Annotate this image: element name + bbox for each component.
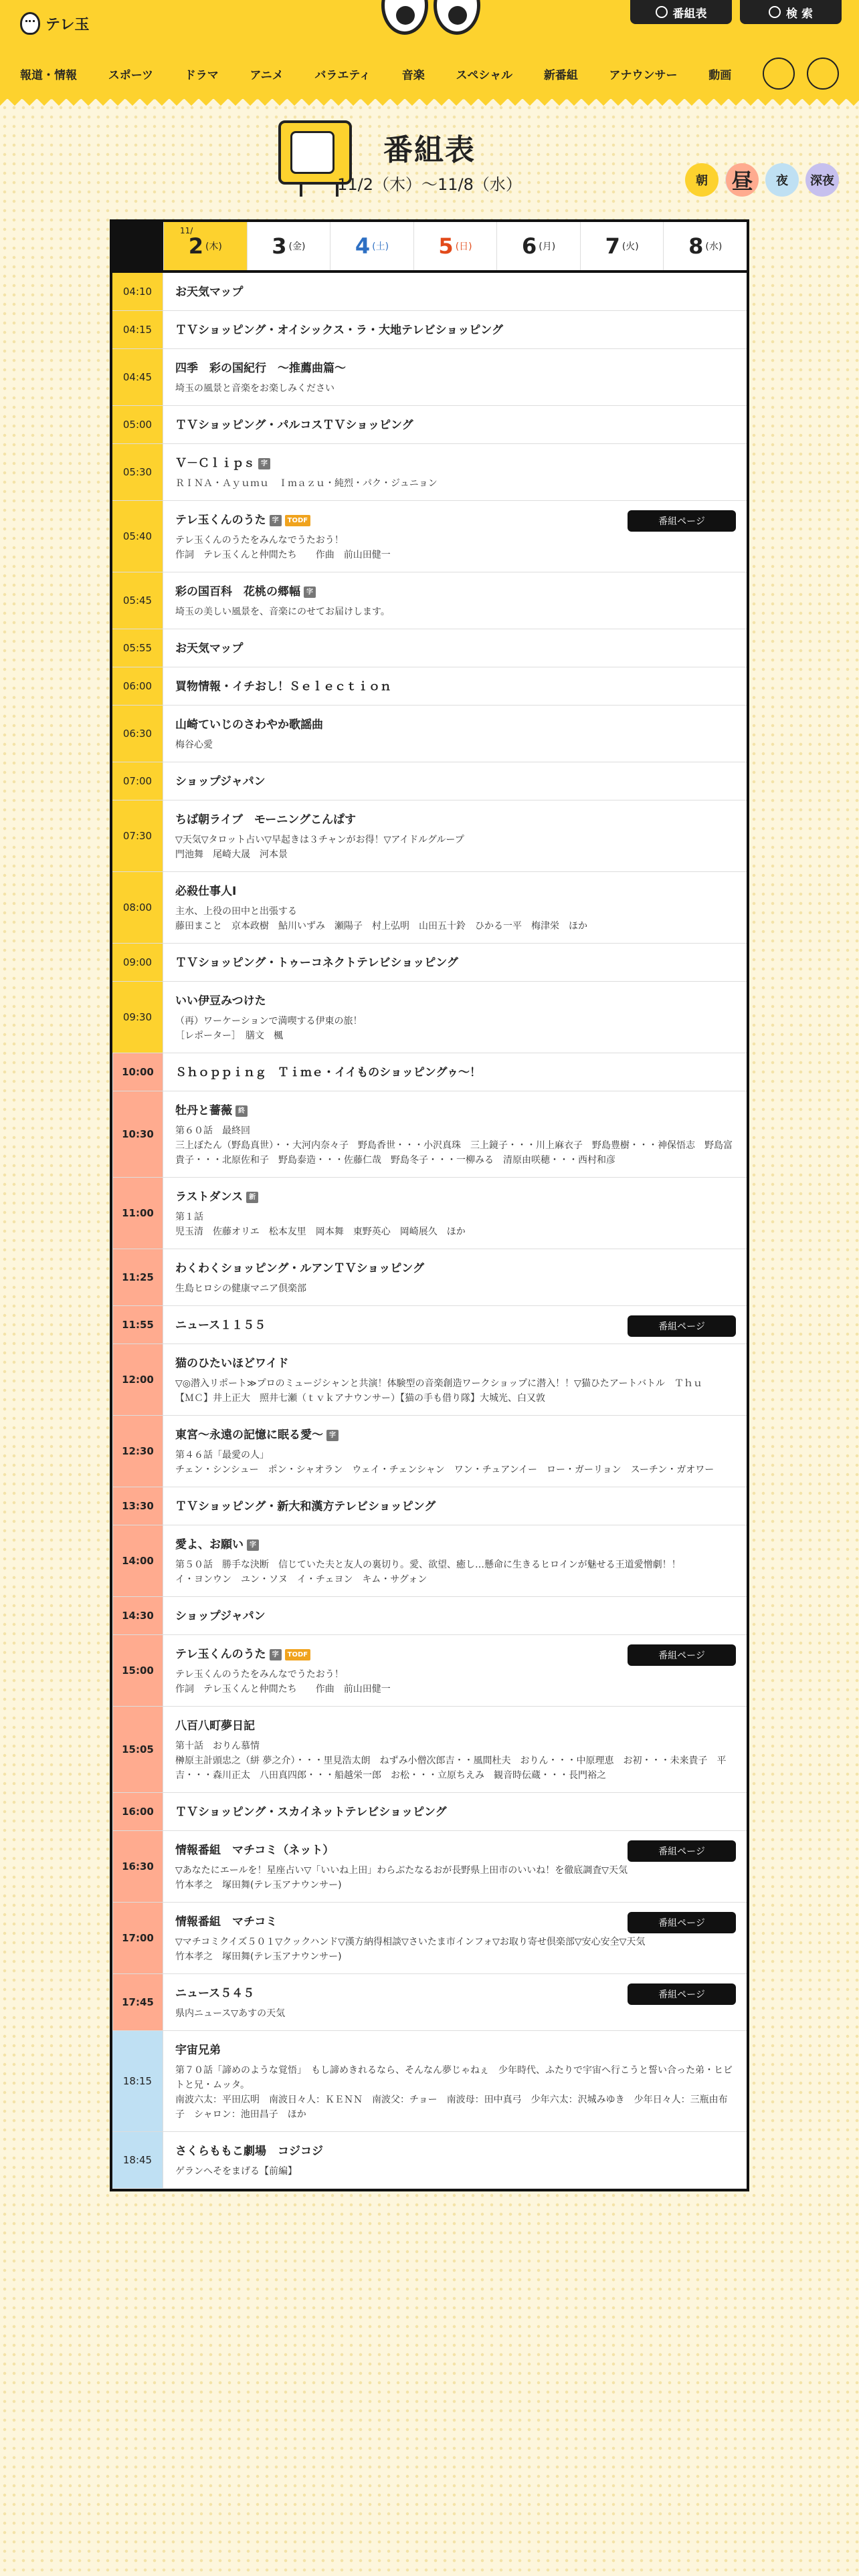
- program-description: 第５０話 勝手な決断 信じていた夫と友人の裏切り。愛、欲望、癒し…懸命に生きるヒロインが魅せる王道愛憎劇！！ イ・ヨンウン ユン・ソヌ イ・チェヨン キム・サグォン: [175, 1560, 681, 1585]
- program-description: ＲＩＮＡ・Ａｙｕｍｕ Ｉｍａｚｕ・純烈・パク・ジュニョン: [175, 478, 438, 489]
- day-number: 2: [188, 233, 203, 259]
- program-cell[interactable]: [163, 1597, 747, 1634]
- program-title[interactable]: 彩の国百科 花桃の郷幅 字: [175, 583, 735, 601]
- program-time: 16:00: [112, 1793, 163, 1830]
- program-row: [112, 1053, 747, 1091]
- program-title[interactable]: テレ玉くんのうた 字 TODF: [175, 1646, 735, 1663]
- day-weekday: (木): [205, 241, 222, 252]
- program-guide-button[interactable]: 番組表: [630, 0, 732, 24]
- program-row: [112, 706, 747, 762]
- program-description: 第１話 児玉清 佐藤オリエ 松本友里 岡本舞 東野英心 岡崎展久 ほか: [175, 1212, 466, 1237]
- program-time: 04:10: [112, 273, 163, 310]
- program-tag-badge: 字: [247, 1539, 259, 1551]
- program-time: 11:25: [112, 1249, 163, 1305]
- program-time: 11:00: [112, 1178, 163, 1249]
- program-time: 12:30: [112, 1416, 163, 1487]
- program-row: [112, 2132, 747, 2189]
- program-time: 05:45: [112, 572, 163, 629]
- program-row: [112, 572, 747, 629]
- program-row: [112, 311, 747, 349]
- program-title[interactable]: ＴＶショッピング・トゥーコネクトテレビショッピング: [175, 956, 458, 970]
- day-weekday: (金): [288, 241, 306, 252]
- program-row: [112, 2031, 747, 2132]
- day-weekday: (土): [372, 241, 389, 252]
- program-cell[interactable]: [163, 1974, 747, 2030]
- program-title[interactable]: 東宮～永遠の記憶に眠る愛～ 字: [175, 1426, 735, 1444]
- program-cell[interactable]: [163, 982, 747, 1053]
- title-area: [0, 99, 859, 219]
- program-description: テレ玉くんのうたをみんなでうたおう！ 作詞 テレ玉くんと仲間たち 作曲 前山田健一: [175, 535, 391, 560]
- program-row: [112, 1903, 747, 1974]
- program-time: 17:00: [112, 1903, 163, 1973]
- program-list: [112, 273, 747, 2189]
- program-row: [112, 872, 747, 944]
- nav-music[interactable]: 音楽: [401, 68, 425, 82]
- program-cell[interactable]: [163, 1344, 747, 1415]
- program-time: 07:30: [112, 800, 163, 871]
- program-cell[interactable]: [163, 1831, 747, 1902]
- program-title[interactable]: 必殺仕事人Ⅰ: [175, 885, 237, 898]
- program-row: [112, 1249, 747, 1306]
- nav-new-programs[interactable]: 新番組: [543, 68, 578, 82]
- program-row: [112, 982, 747, 1053]
- teletama-kun-icon[interactable]: [763, 58, 795, 90]
- mascot-eyes-icon: [381, 0, 480, 35]
- program-title[interactable]: 八百八町夢日記: [175, 1719, 255, 1733]
- nav-videos[interactable]: 動画: [708, 68, 732, 82]
- program-title[interactable]: Ｖ－Ｃｌｉｐｓ 字: [175, 455, 735, 472]
- program-title[interactable]: 宇宙兄弟: [175, 2044, 221, 2057]
- program-time: 12:00: [112, 1344, 163, 1415]
- program-title[interactable]: ちば朝ライブ モーニングこんぱす: [175, 813, 356, 827]
- program-title[interactable]: テレ玉くんのうた 字 TODF: [175, 512, 735, 529]
- program-cell[interactable]: [163, 501, 747, 572]
- program-cell[interactable]: [163, 1903, 747, 1973]
- program-cell[interactable]: [163, 1091, 747, 1177]
- program-tag-badge: TODF: [285, 1649, 310, 1660]
- program-cell[interactable]: [163, 2132, 747, 2188]
- program-description: 埼玉の美しい風景を、音楽にのせてお届けします。: [175, 607, 390, 617]
- program-cell[interactable]: [163, 273, 747, 310]
- nav-sports[interactable]: スポーツ: [108, 68, 154, 82]
- site-header: [0, 0, 859, 99]
- day-tab[interactable]: [580, 222, 664, 270]
- program-tag-badge: 字: [270, 1649, 282, 1660]
- program-cell[interactable]: [163, 1178, 747, 1249]
- jump-daytime-button[interactable]: 昼: [725, 163, 759, 197]
- program-time: 14:00: [112, 1525, 163, 1596]
- program-row: [112, 1597, 747, 1635]
- program-row: [112, 1306, 747, 1344]
- program-time: 16:30: [112, 1831, 163, 1902]
- program-row: [112, 944, 747, 982]
- program-title[interactable]: ＴＶショッピング・新大和漢方テレビショッピング: [175, 1500, 436, 1513]
- program-cell[interactable]: [163, 629, 747, 667]
- program-time: 05:55: [112, 629, 163, 667]
- program-tag-badge: 新: [246, 1192, 258, 1203]
- program-description: ▽◎潜入リポート≫プロのミュージシャンと共演！体験型の音楽創造ワークショップに潜入！！▽猫ひたアートバトル Ｔｈｕ 【ＭＣ】井上正大 照井七瀬（ｔｖｋアナウンサー）【猫の手も借り隊】大城光、白又敦: [175, 1378, 702, 1404]
- program-tag-badge: TODF: [285, 515, 310, 526]
- program-time: 07:00: [112, 762, 163, 800]
- clock-icon: [656, 6, 668, 18]
- program-time: 05:40: [112, 501, 163, 572]
- program-title[interactable]: 山崎ていじのさわやか歌謡曲: [175, 718, 323, 732]
- program-title[interactable]: Ｓｈｏｐｐｉｎｇ Ｔｉｍｅ・イイものショッピングゥ～！: [175, 1066, 481, 1079]
- program-cell[interactable]: [163, 444, 747, 500]
- day-weekday: (水): [705, 241, 723, 252]
- program-cell[interactable]: [163, 706, 747, 762]
- day-tab[interactable]: [663, 222, 747, 270]
- program-time: 06:00: [112, 667, 163, 705]
- program-row: [112, 1635, 747, 1707]
- program-time: 09:30: [112, 982, 163, 1053]
- program-time: 18:15: [112, 2031, 163, 2131]
- program-row: [112, 800, 747, 872]
- program-cell[interactable]: [163, 2031, 747, 2131]
- program-title[interactable]: さくらももこ劇場 コジコジ: [175, 2145, 323, 2158]
- day-number: 4: [355, 233, 371, 259]
- program-row: [112, 273, 747, 311]
- nav-special[interactable]: スペシャル: [456, 68, 513, 82]
- program-description: 県内ニュース▽あすの天気: [175, 2008, 286, 2019]
- jump-evening-button[interactable]: 夜: [765, 163, 799, 197]
- program-title[interactable]: お天気マップ: [175, 286, 244, 299]
- program-description: 第十話 おりん慕情 榊原主計頭忠之（絣 夢之介）・・・里見浩太朗 ねずみ小僧次郎吉・・風間杜夫 おりん・・・中原理恵 お初・・・未来貴子 平吉・・・森川正太 八田真四郎・・・船越栄一郎 お松・・・立原ちえみ 観音時伝蔵・・・長門裕之: [175, 1741, 727, 1781]
- day-tab[interactable]: [163, 222, 247, 270]
- program-time: 10:30: [112, 1091, 163, 1177]
- program-row: [112, 1487, 747, 1525]
- program-row: [112, 629, 747, 667]
- program-cell[interactable]: [163, 1306, 747, 1344]
- page-title: 番組表: [383, 133, 476, 167]
- program-row: [112, 406, 747, 444]
- program-title[interactable]: ショップジャパン: [175, 775, 266, 788]
- program-title[interactable]: 情報番組 マチコミ（ネット）: [175, 1844, 335, 1857]
- site-logo[interactable]: [20, 12, 90, 35]
- program-description: 梅谷心愛: [175, 740, 213, 750]
- program-title[interactable]: ＴＶショッピング・パルコスＴＶショッピング: [175, 419, 413, 432]
- program-cell[interactable]: [163, 349, 747, 405]
- program-tag-badge: 字: [326, 1430, 339, 1441]
- nav-variety[interactable]: バラエティ: [314, 68, 371, 82]
- program-row: [112, 1525, 747, 1597]
- program-row: [112, 1344, 747, 1416]
- corner-cell: [112, 222, 163, 270]
- nav-anime[interactable]: アニメ: [250, 68, 284, 82]
- program-time: 18:45: [112, 2132, 163, 2188]
- program-row: [112, 501, 747, 572]
- day-number: 6: [522, 233, 537, 259]
- day-tab[interactable]: [496, 222, 580, 270]
- program-title[interactable]: お天気マップ: [175, 642, 244, 655]
- program-cell[interactable]: [163, 872, 747, 943]
- search-icon: [769, 6, 781, 18]
- program-tag-badge: 字: [258, 458, 270, 469]
- program-cell[interactable]: [163, 800, 747, 871]
- program-time: 06:30: [112, 706, 163, 762]
- program-description: 第６０話 最終回 三上ぼたん（野島真世）・・大河内奈々子 野島香世・・・小沢真珠 三上鏡子・・・川上麻衣子 野島豊樹・・・神保悟志 野島富貴子・・・北原佐和子 野島泰造・・・佐藤仁哉 野島冬子・・・一柳みる 清原由咲穂・・・西村和彦: [175, 1125, 733, 1166]
- program-row: [112, 762, 747, 800]
- program-description: 埼玉の風景と音楽をお楽しみください: [175, 383, 335, 394]
- program-title[interactable]: ＴＶショッピング・スカイネットテレビショッピング: [175, 1806, 447, 1819]
- date-range: 11/2（木）～11/8（水）: [337, 175, 522, 194]
- program-row: [112, 1091, 747, 1178]
- program-title[interactable]: 牡丹と薔薇 終: [175, 1102, 735, 1119]
- program-row: [112, 1793, 747, 1831]
- program-cell[interactable]: [163, 944, 747, 981]
- day-tab[interactable]: [413, 222, 497, 270]
- day-number: 8: [688, 233, 704, 259]
- program-cell[interactable]: [163, 1053, 747, 1091]
- program-description: ▽天気▽タロット占い▽早起きは３チャンがお得！▽アイドルグループ 門池舞 尾崎大晟 河本景: [175, 835, 464, 860]
- program-row: [112, 444, 747, 501]
- day-weekday: (火): [622, 241, 639, 252]
- program-cell[interactable]: [163, 572, 747, 629]
- program-cell[interactable]: [163, 1707, 747, 1792]
- nav-announcers[interactable]: アナウンサー: [609, 68, 678, 82]
- program-title[interactable]: 買物情報・イチおし！Ｓｅｌｅｃｔｉｏｎ: [175, 680, 391, 693]
- day-weekday: (月): [539, 241, 556, 252]
- program-row: [112, 1974, 747, 2031]
- program-time: 15:00: [112, 1635, 163, 1706]
- program-time: 13:30: [112, 1487, 163, 1525]
- search-button[interactable]: 検 索: [740, 0, 842, 24]
- program-title[interactable]: 情報番組 マチコミ: [175, 1915, 278, 1929]
- time-of-day-nav: [685, 163, 839, 197]
- program-tag-badge: 字: [304, 586, 316, 598]
- program-cell[interactable]: [163, 1249, 747, 1305]
- program-title[interactable]: ＴＶショッピング・オイシックス・ラ・大地テレビショッピング: [175, 324, 503, 337]
- program-time: 14:30: [112, 1597, 163, 1634]
- program-tag-badge: 字: [270, 515, 282, 526]
- program-title[interactable]: ニュース１１５５: [175, 1319, 266, 1332]
- program-title[interactable]: ショップジャパン: [175, 1610, 266, 1623]
- program-cell[interactable]: [163, 311, 747, 348]
- program-title[interactable]: 猫のひたいほどワイド: [175, 1357, 289, 1370]
- program-page-button[interactable]: 番組ページ: [628, 1315, 736, 1337]
- program-time: 05:30: [112, 444, 163, 500]
- program-time: 10:00: [112, 1053, 163, 1091]
- program-description: （再）ワーケーションで満喫する伊東の旅！ ［レポーター］ 膳文 楓: [175, 1016, 363, 1041]
- program-time: 11:55: [112, 1306, 163, 1344]
- program-description: ゲランへそをまげる【前編】: [175, 2166, 297, 2177]
- program-cell[interactable]: [163, 1635, 747, 1706]
- program-title[interactable]: 四季 彩の国紀行 ～推薦曲篇～: [175, 362, 346, 375]
- program-page-button[interactable]: 番組ページ: [628, 510, 736, 532]
- program-title[interactable]: いい伊豆みつけた: [175, 994, 266, 1008]
- program-description: 主水、上役の田中と出張する 藤田まこと 京本政樹 鮎川いずみ 瀬陽子 村上弘明 山田五十鈴 ひかる一平 梅津栄 ほか: [175, 906, 587, 932]
- program-description: 第４６話「最愛の人」 チェン・シンシュー ポン・シャオラン ウェイ・チェンシャン ワン・チュアンイー ロー・ガーリョン スーチン・ガオワー: [175, 1450, 714, 1475]
- nav-news[interactable]: 報道・情報: [20, 68, 77, 82]
- program-description: ▽マチコミクイズ５０１▽クックハンド▽漢方納得相談▽さいたま市インフォ▽お取り寄せ倶楽部▽安心安全▽天気 竹本孝之 塚田舞(テレ玉アナウンサー): [175, 1937, 646, 1962]
- logo-text: テレ玉: [45, 16, 90, 33]
- program-row: [112, 1831, 747, 1903]
- program-title[interactable]: わくわくショッピング・ルアンＴＶショッピング: [175, 1262, 424, 1275]
- nav-drama[interactable]: ドラマ: [184, 68, 219, 82]
- program-page-button[interactable]: 番組ページ: [628, 1983, 736, 2005]
- program-row: [112, 1178, 747, 1249]
- program-tag-badge: 終: [235, 1105, 248, 1117]
- program-page-button[interactable]: 番組ページ: [628, 1912, 736, 1933]
- program-cell[interactable]: [163, 667, 747, 705]
- program-time: 08:00: [112, 872, 163, 943]
- program-cell[interactable]: [163, 1525, 747, 1596]
- program-row: [112, 349, 747, 406]
- program-title[interactable]: ラストダンス 新: [175, 1188, 735, 1206]
- jump-latenight-button[interactable]: 深夜: [805, 163, 839, 197]
- program-page-button[interactable]: 番組ページ: [628, 1644, 736, 1666]
- program-cell[interactable]: [163, 406, 747, 443]
- day-month: 11/: [180, 226, 193, 235]
- program-time: 04:45: [112, 349, 163, 405]
- program-time: 05:00: [112, 406, 163, 443]
- logo-mascot-icon: [20, 12, 40, 35]
- program-page-button[interactable]: 番組ページ: [628, 1840, 736, 1862]
- day-number: 5: [438, 233, 454, 259]
- mascot-badge-icon[interactable]: [807, 58, 839, 90]
- day-tab[interactable]: [330, 222, 413, 270]
- day-tab[interactable]: [247, 222, 330, 270]
- schedule-table: [110, 219, 749, 2191]
- jump-morning-button[interactable]: 朝: [685, 163, 719, 197]
- program-description: 生島ヒロシの健康マニア倶楽部: [175, 1283, 306, 1294]
- program-title[interactable]: ニュース５４５: [175, 1987, 255, 2000]
- day-number: 7: [605, 233, 620, 259]
- program-cell[interactable]: [163, 762, 747, 800]
- program-time: 15:05: [112, 1707, 163, 1792]
- program-description: テレ玉くんのうたをみんなでうたおう！ 作詞 テレ玉くんと仲間たち 作曲 前山田健一: [175, 1669, 391, 1695]
- program-time: 17:45: [112, 1974, 163, 2030]
- day-tabs: [112, 222, 747, 273]
- program-row: [112, 1416, 747, 1487]
- main-nav: [20, 58, 839, 90]
- program-description: ▽あなたにエールを！星座占い▽「いいね上田」わらぶたなるおが長野県上田市のいいね！を徹底調査▽天気 竹本孝之 塚田舞(テレ玉アナウンサー): [175, 1865, 628, 1891]
- program-row: [112, 667, 747, 706]
- program-time: 04:15: [112, 311, 163, 348]
- program-title[interactable]: 愛よ、お願い 字: [175, 1536, 735, 1553]
- program-row: [112, 1707, 747, 1793]
- day-weekday: (日): [455, 241, 472, 252]
- program-cell[interactable]: [163, 1487, 747, 1525]
- program-cell[interactable]: [163, 1793, 747, 1830]
- program-description: 第７０話「諦めのような覚悟」 もし諦めきれるなら、そんなん夢じゃねぇ 少年時代、ふたりで宇宙へ行こうと誓い合った弟・ヒビトと兄・ムッタ。 南波六太：平田広明 南波日々人：ＫＥＮＮ 南波父：チョー 南波母：田中真弓 少年六太：沢城みゆき 少年日々人：三瓶由布子 シャロン：池田昌子 ほか: [175, 2065, 733, 2120]
- day-number: 3: [272, 233, 287, 259]
- program-cell[interactable]: [163, 1416, 747, 1487]
- program-time: 09:00: [112, 944, 163, 981]
